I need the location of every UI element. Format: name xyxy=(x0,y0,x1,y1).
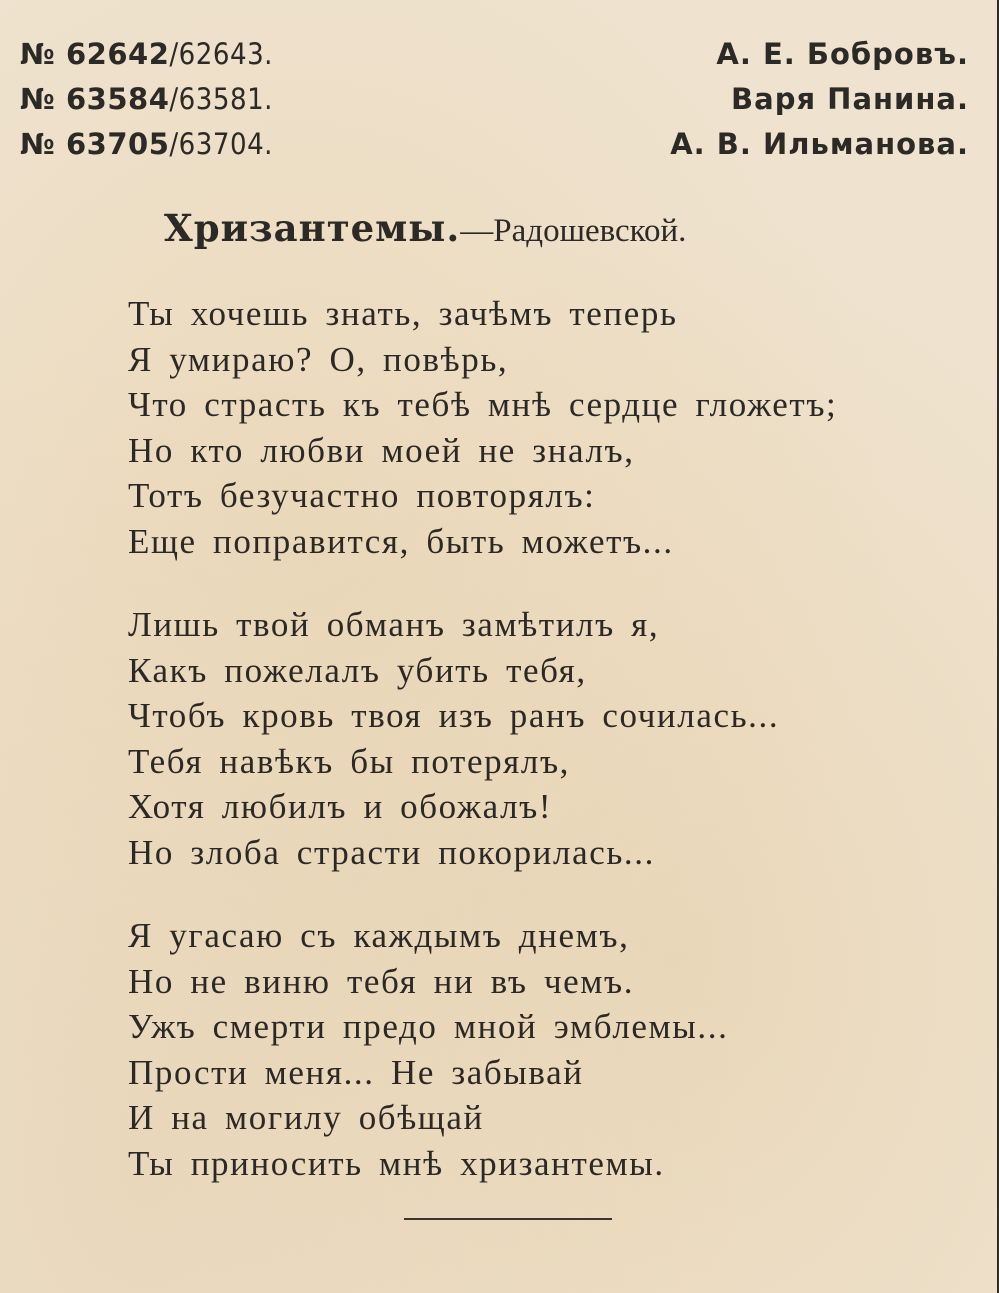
verse-line: Но кто любви моей не зналъ, xyxy=(128,430,635,470)
verse-line: Ты приносить мнѣ хризантемы. xyxy=(128,1143,665,1183)
catalog-number-secondary: /63581. xyxy=(169,82,273,116)
song-title-main: Хризантемы. xyxy=(164,206,461,250)
catalog-numbers xyxy=(20,32,273,167)
catalog-number-secondary: /63704. xyxy=(169,127,273,161)
verse-line: Еще поправится, быть можетъ... xyxy=(128,521,674,561)
verse-line: Но не виню тебя ни въ чемъ. xyxy=(128,961,635,1001)
verse-line: Я угасаю съ каждымъ днемъ, xyxy=(128,916,630,955)
performer-name: Варя Панина. xyxy=(731,82,969,116)
verse-line: Ужъ смерти предо мной эмблемы... xyxy=(128,1007,729,1046)
verse-line: Я умираю? О, повѣрь, xyxy=(128,339,509,379)
song-author: —Радошевской. xyxy=(460,213,687,249)
end-divider xyxy=(404,1218,612,1220)
catalog-number-primary: № 63584 xyxy=(20,82,170,116)
catalog-number-primary: № 62642 xyxy=(20,37,170,71)
catalog-number-primary: № 63705 xyxy=(20,127,170,161)
verse-line: Чтобъ кровь твоя изъ ранъ сочилась... xyxy=(128,696,780,735)
catalog-number-secondary: /62643. xyxy=(169,37,273,71)
verse-line: Хотя любилъ и обожалъ! xyxy=(128,787,553,826)
verse-line: Что страсть къ тебѣ мнѣ сердце гложетъ; xyxy=(128,385,838,424)
verse-line: Ты хочешь знать, зачѣмъ теперь xyxy=(128,294,678,333)
verse-line: Какъ пожелалъ убить тебя, xyxy=(128,650,587,690)
verse-line: Тебя навѣкъ бы потерялъ, xyxy=(128,741,570,781)
verse-line: Прости меня... Не забывай xyxy=(128,1052,584,1092)
catalog-number xyxy=(20,77,273,122)
stanza xyxy=(128,291,837,564)
verse-line: Но злоба страсти покорилась... xyxy=(128,832,655,872)
song-title xyxy=(164,206,686,250)
catalog-number xyxy=(20,32,273,77)
verse-line: Лишь твой обманъ замѣтилъ я, xyxy=(128,605,660,644)
performers-list xyxy=(670,32,969,167)
verse-line: И на могилу обѣщай xyxy=(128,1098,484,1137)
catalog-number xyxy=(20,122,273,167)
verse-line: Тотъ безучастно повторялъ: xyxy=(128,476,596,515)
performer-name: А. Е. Бобровъ. xyxy=(716,37,969,71)
performer-name: А. В. Ильманова. xyxy=(670,127,969,161)
stanza xyxy=(128,913,728,1186)
stanza xyxy=(128,602,779,875)
